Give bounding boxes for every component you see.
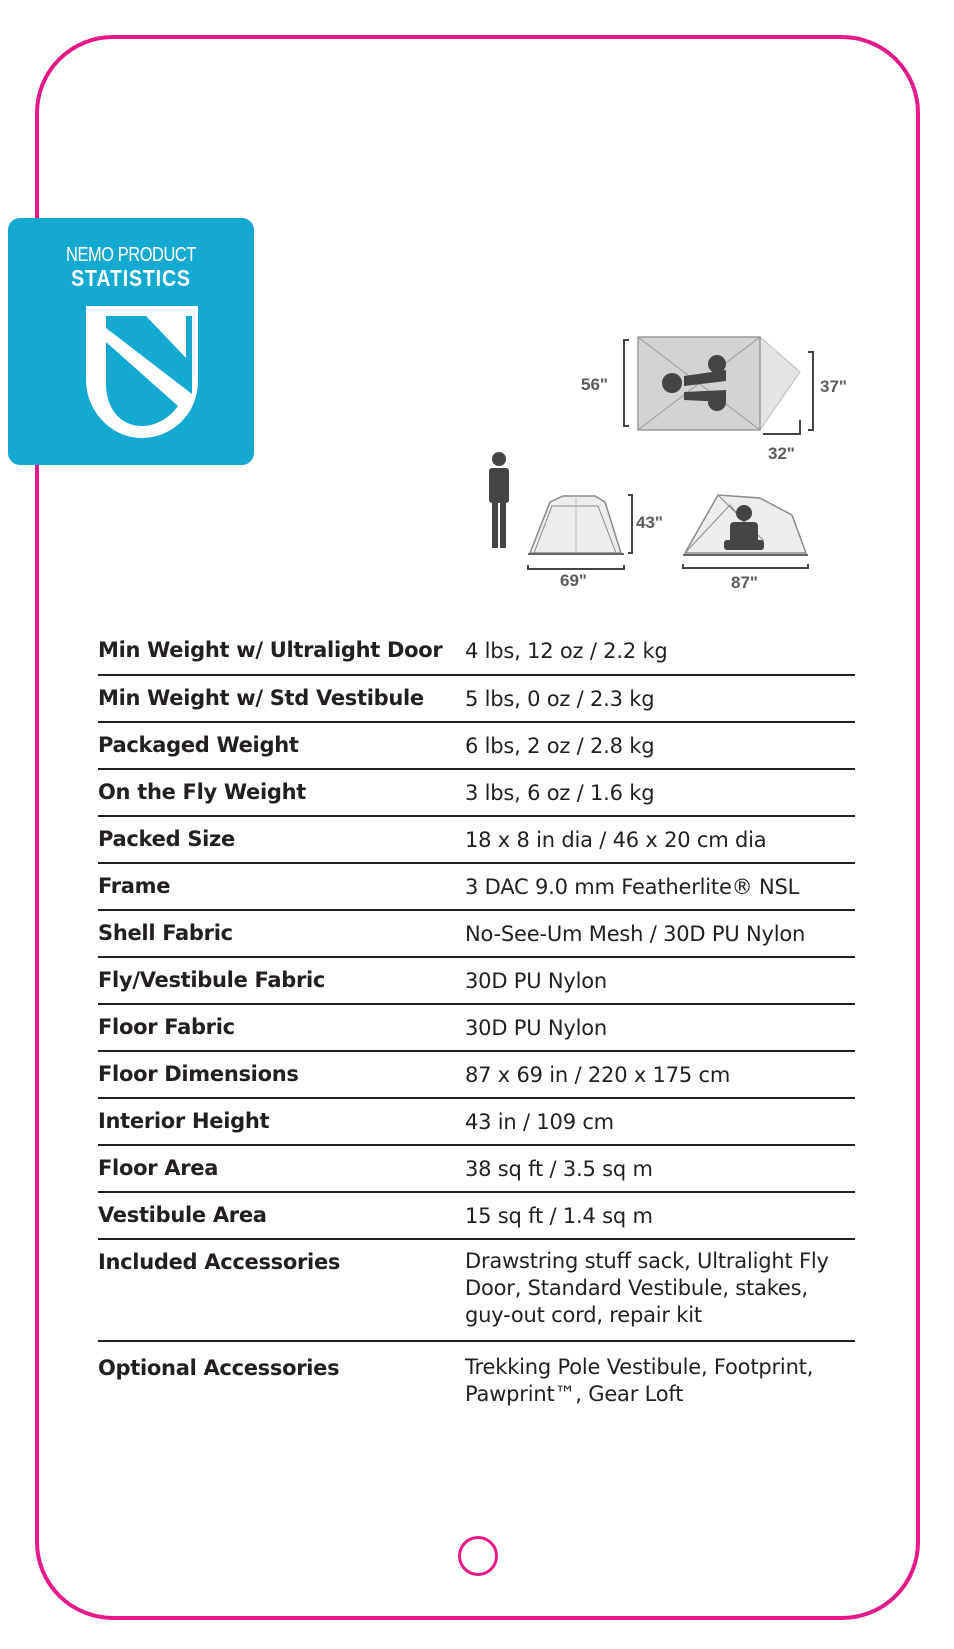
spec-label: Min Weight w/ Ultralight Door	[98, 638, 443, 662]
spec-label: Min Weight w/ Std Vestibule	[98, 686, 424, 710]
badge-title-line2: STATISTICS	[71, 265, 191, 291]
spec-row	[98, 864, 855, 911]
dim-69-label: 69"	[560, 571, 587, 590]
spec-value: 5 lbs, 0 oz / 2.3 kg	[465, 687, 655, 711]
spec-label: Shell Fabric	[98, 921, 233, 945]
spec-label: Frame	[98, 874, 171, 898]
spec-label: Interior Height	[98, 1109, 270, 1133]
home-button[interactable]	[458, 1536, 498, 1576]
spec-label: Fly/Vestibule Fabric	[98, 968, 326, 992]
spec-row	[98, 770, 855, 817]
spec-row	[98, 676, 855, 723]
spec-row	[98, 817, 855, 864]
spec-value: Drawstring stuff sack, Ultralight Fly Door, Standard Vestibule, stakes, guy-out cord, repair kit	[465, 1249, 829, 1327]
spec-value: No-See-Um Mesh / 30D PU Nylon	[465, 922, 806, 946]
spec-label: On the Fly Weight	[98, 780, 306, 804]
spec-value: 18 x 8 in dia / 46 x 20 cm dia	[465, 828, 767, 852]
spec-value: 15 sq ft / 1.4 sq m	[465, 1204, 653, 1228]
spec-value: 4 lbs, 12 oz / 2.2 kg	[465, 639, 668, 663]
spec-value: 3 lbs, 6 oz / 1.6 kg	[465, 781, 655, 805]
spec-label: Floor Dimensions	[98, 1062, 299, 1086]
dim-56-label: 56"	[581, 375, 608, 394]
spec-row	[98, 1146, 855, 1193]
person-silhouette-icon	[489, 452, 509, 548]
spec-value: 3 DAC 9.0 mm Featherlite® NSL	[465, 875, 800, 899]
spec-row	[98, 1052, 855, 1099]
spec-row	[98, 1099, 855, 1146]
spec-row	[98, 1240, 855, 1342]
spec-row	[98, 958, 855, 1005]
spec-row	[98, 723, 855, 770]
spec-value: 6 lbs, 2 oz / 2.8 kg	[465, 734, 655, 758]
spec-row	[98, 628, 855, 676]
spec-label: Packaged Weight	[98, 733, 299, 757]
tent-dimension-diagram	[0, 0, 954, 600]
dim-87-label: 87"	[731, 573, 758, 592]
spec-value: 30D PU Nylon	[465, 1016, 608, 1040]
spec-row	[98, 1342, 855, 1422]
dim-32-label: 32"	[768, 444, 795, 463]
tent-end-view	[683, 495, 808, 568]
spec-value: Trekking Pole Vestibule, Footprint, Pawprint™, Gear Loft	[465, 1355, 814, 1406]
spec-table	[98, 628, 855, 1422]
spec-label: Floor Fabric	[98, 1015, 235, 1039]
spec-value: 30D PU Nylon	[465, 969, 608, 993]
spec-label: Optional Accessories	[98, 1356, 340, 1380]
spec-label: Packed Size	[98, 827, 235, 851]
spec-label: Floor Area	[98, 1156, 219, 1180]
spec-label: Included Accessories	[98, 1250, 341, 1274]
spec-value: 43 in / 109 cm	[465, 1110, 614, 1134]
spec-label: Vestibule Area	[98, 1203, 267, 1227]
badge-title-line1: NEMO PRODUCT	[66, 244, 196, 266]
dim-37-label: 37"	[820, 377, 847, 396]
spec-row	[98, 911, 855, 958]
dim-43-label: 43"	[636, 513, 663, 532]
spec-value: 38 sq ft / 3.5 sq m	[465, 1157, 653, 1181]
spec-row	[98, 1005, 855, 1052]
tent-side-view	[528, 495, 632, 569]
spec-value: 87 x 69 in / 220 x 175 cm	[465, 1063, 731, 1087]
tent-top-view	[624, 337, 813, 434]
spec-row	[98, 1193, 855, 1240]
